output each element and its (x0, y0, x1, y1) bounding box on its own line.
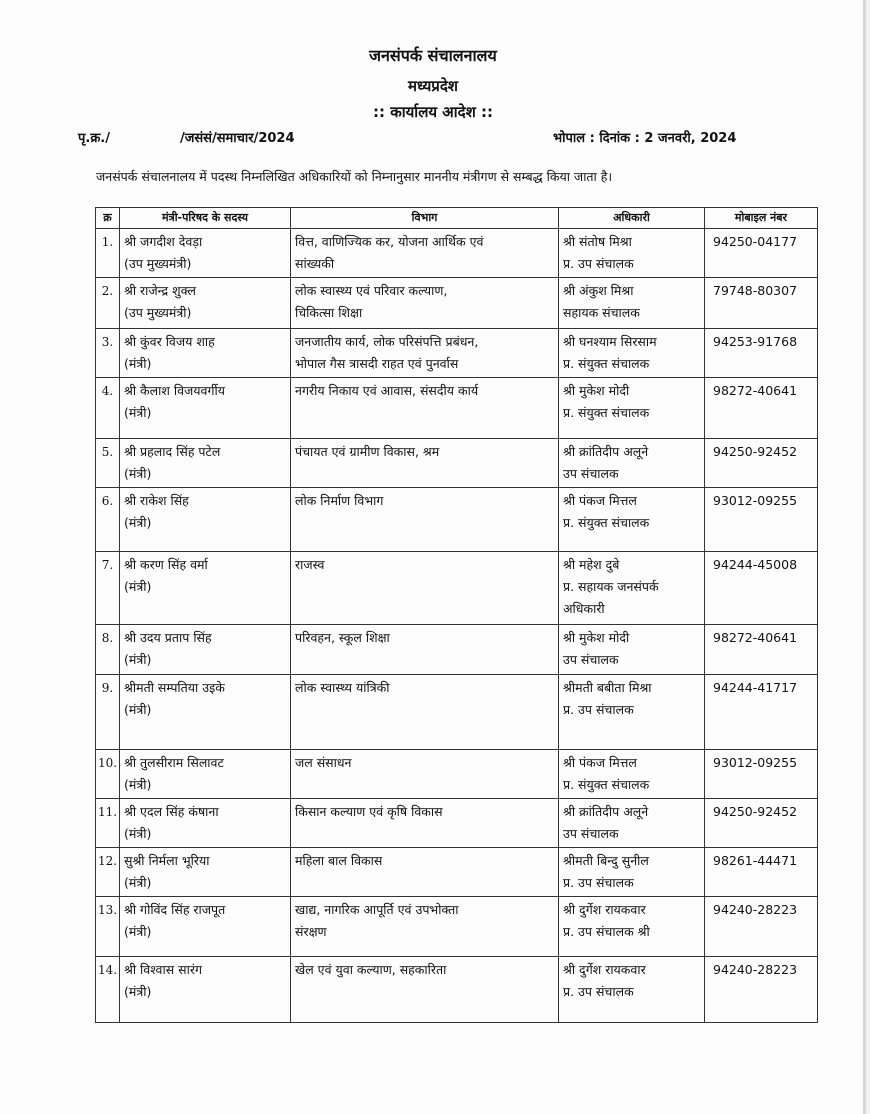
officer-name: श्री पंकज मित्तल (563, 755, 637, 770)
member-cell (120, 488, 291, 552)
department-cell (291, 378, 559, 439)
mobile-cell (705, 229, 818, 278)
department-line: लोक स्वास्थ्य यांत्रिकी (295, 680, 390, 695)
mobile-cell (705, 957, 818, 1023)
table-row (96, 552, 818, 625)
member-cell (120, 329, 291, 378)
serial-number: 1. (101, 235, 114, 249)
member-name: श्री करण सिंह वर्मा (124, 557, 208, 572)
department-cell (291, 750, 559, 799)
officer-cell (559, 278, 705, 329)
department-line: नगरीय निकाय एवं आवास, संसदीय कार्य (295, 383, 479, 398)
member-cell (120, 750, 291, 799)
serial-number: 7. (101, 558, 114, 572)
department-line: खाद्य, नागरिक आपूर्ति एवं उपभोक्ता (295, 902, 459, 917)
header-department: विभाग (291, 208, 559, 229)
officer-cell (559, 229, 705, 278)
member-post: (मंत्री) (124, 777, 152, 792)
mobile-number: 98261-44471 (713, 853, 798, 868)
member-cell (120, 278, 291, 329)
officer-designation: प्र. उप संचालक (563, 256, 634, 271)
officer-name: श्री दुर्गेश रायकवार (563, 962, 646, 977)
table-row (96, 799, 818, 848)
mobile-cell (705, 278, 818, 329)
member-name: श्री कुंवर विजय शाह (124, 334, 215, 349)
officer-name: श्री क्रांतिदीप अलूने (563, 444, 649, 459)
serial-cell (96, 848, 120, 897)
serial-cell (96, 897, 120, 957)
department-line: चिकित्सा शिक्षा (295, 305, 363, 320)
member-post: (उप मुख्यमंत्री) (124, 256, 192, 271)
department-cell (291, 897, 559, 957)
officer-name: श्री अंकुश मिश्रा (563, 283, 634, 298)
department-cell (291, 278, 559, 329)
member-name: श्री विश्वास सारंग (124, 962, 203, 977)
serial-cell (96, 488, 120, 552)
officer-cell (559, 957, 705, 1023)
serial-number: 10. (97, 756, 118, 770)
mobile-number: 94240-28223 (713, 962, 798, 977)
officer-cell (559, 488, 705, 552)
officer-cell (559, 848, 705, 897)
department-cell (291, 799, 559, 848)
member-post: (मंत्री) (124, 826, 152, 841)
table-row (96, 675, 818, 750)
serial-cell (96, 439, 120, 488)
serial-cell (96, 957, 120, 1023)
officer-cell (559, 750, 705, 799)
mobile-cell (705, 378, 818, 439)
officer-designation: प्र. उप संचालक (563, 984, 634, 999)
officer-name: श्री महेश दुबे (563, 557, 620, 572)
department-line: संरक्षण (295, 924, 327, 939)
department-line: खेल एवं युवा कल्याण, सहकारिता (295, 962, 447, 977)
member-name: श्री प्रहलाद सिंह पटेल (124, 444, 221, 459)
member-post: (मंत्री) (124, 875, 152, 890)
mobile-number: 93012-09255 (713, 755, 798, 770)
officer-designation: प्र. सहायक जनसंपर्क (563, 579, 659, 594)
serial-number: 13. (97, 903, 118, 917)
mobile-number: 79748-80307 (713, 283, 798, 298)
officer-name: श्रीमती बबीता मिश्रा (563, 680, 652, 695)
mobile-cell (705, 488, 818, 552)
mobile-cell (705, 897, 818, 957)
member-post: (मंत्री) (124, 984, 152, 999)
officer-designation: अधिकारी (563, 601, 605, 616)
department-cell (291, 488, 559, 552)
table-row (96, 750, 818, 799)
table-row (96, 488, 818, 552)
officer-name: श्रीमती बिन्दु सुनील (563, 853, 649, 868)
serial-number: 9. (101, 681, 114, 695)
place-date: भोपाल : दिनांक : 2 जनवरी, 2024 (553, 131, 737, 146)
member-post: (मंत्री) (124, 924, 152, 939)
officer-designation: प्र. संयुक्त संचालक (563, 515, 650, 530)
member-cell (120, 897, 291, 957)
member-post: (मंत्री) (124, 652, 152, 667)
member-name: श्री राकेश सिंह (124, 493, 189, 508)
officer-name: श्री मुकेश मोदी (563, 630, 630, 645)
serial-number: 3. (101, 335, 114, 349)
table-row (96, 957, 818, 1023)
mobile-number: 93012-09255 (713, 493, 798, 508)
order-title: :: कार्यालय आदेश :: (372, 103, 494, 121)
department-line: परिवहन, स्कूल शिक्षा (295, 630, 390, 645)
state-heading: मध्यप्रदेश (407, 77, 458, 95)
department-cell (291, 552, 559, 625)
serial-cell (96, 799, 120, 848)
mobile-number: 98272-40641 (713, 630, 798, 645)
table-row (96, 625, 818, 675)
officer-designation: उप संचालक (563, 466, 619, 481)
mobile-cell (705, 750, 818, 799)
department-line: जनजातीय कार्य, लोक परिसंपत्ति प्रबंधन, (295, 334, 479, 349)
header-mobile: मोबाइल नंबर (705, 208, 818, 229)
officer-designation: प्र. उप संचालक (563, 875, 634, 890)
department-cell (291, 957, 559, 1023)
table-row (96, 848, 818, 897)
serial-cell (96, 329, 120, 378)
serial-number: 6. (101, 494, 114, 508)
officer-designation: प्र. संयुक्त संचालक (563, 356, 650, 371)
member-cell (120, 439, 291, 488)
mobile-cell (705, 848, 818, 897)
serial-number: 12. (97, 854, 118, 868)
member-post: (मंत्री) (124, 702, 152, 717)
header-serial: क्र (96, 208, 120, 229)
department-cell (291, 229, 559, 278)
serial-cell (96, 229, 120, 278)
department-line: महिला बाल विकास (295, 853, 383, 868)
department-cell (291, 329, 559, 378)
member-cell (120, 552, 291, 625)
officer-name: श्री पंकज मित्तल (563, 493, 637, 508)
member-cell (120, 848, 291, 897)
officer-name: श्री मुकेश मोदी (563, 383, 630, 398)
serial-number: 11. (97, 805, 118, 819)
header-member: मंत्री-परिषद के सदस्य (120, 208, 291, 229)
department-line: राजस्व (295, 557, 325, 572)
member-name: सुश्री निर्मला भूरिया (124, 853, 210, 868)
intro-paragraph: जनसंपर्क संचालनालय में पदस्थ निम्नलिखित अधिकारियों को निम्नानुसार माननीय मंत्रीगण से सम्बद्ध किया जाता है। (96, 169, 613, 184)
serial-cell (96, 675, 120, 750)
mobile-number: 94244-41717 (713, 680, 798, 695)
member-cell (120, 229, 291, 278)
officer-name: श्री संतोष मिश्रा (563, 234, 632, 249)
mobile-number: 94253-91768 (713, 334, 798, 349)
table-header-row (96, 208, 818, 229)
member-cell (120, 378, 291, 439)
serial-cell (96, 378, 120, 439)
officer-cell (559, 675, 705, 750)
member-post: (मंत्री) (124, 466, 152, 481)
member-post: (मंत्री) (124, 356, 152, 371)
officer-designation: प्र. संयुक्त संचालक (563, 405, 650, 420)
mobile-number: 94250-92452 (713, 804, 798, 819)
department-cell (291, 848, 559, 897)
office-heading: जनसंपर्क संचालनालय (369, 46, 497, 65)
officer-designation: सहायक संचालक (563, 305, 640, 320)
member-cell (120, 625, 291, 675)
member-name: श्री एदल सिंह कंषाना (124, 804, 219, 819)
department-line: वित्त, वाणिज्यिक कर, योजना आर्थिक एवं (295, 234, 484, 249)
officer-designation: उप संचालक (563, 652, 619, 667)
department-line: लोक स्वास्थ्य एवं परिवार कल्याण, (295, 283, 448, 298)
assignment-table (95, 207, 818, 1023)
officer-cell (559, 552, 705, 625)
officer-cell (559, 439, 705, 488)
serial-cell (96, 625, 120, 675)
department-cell (291, 675, 559, 750)
member-name: श्री गोविंद सिंह राजपूत (124, 902, 226, 917)
member-name: श्री उदय प्रताप सिंह (124, 630, 212, 645)
mobile-cell (705, 799, 818, 848)
member-cell (120, 799, 291, 848)
mobile-number: 94240-28223 (713, 902, 798, 917)
officer-name: श्री घनश्याम सिरसाम (563, 334, 657, 349)
serial-number: 2. (101, 284, 114, 298)
reference-number-suffix: /जसंसं/समाचार/2024 (180, 131, 295, 146)
officer-name: श्री दुर्गेश रायकवार (563, 902, 646, 917)
serial-cell (96, 552, 120, 625)
table-row (96, 897, 818, 957)
officer-designation: प्र. उप संचालक (563, 702, 634, 717)
serial-cell (96, 750, 120, 799)
officer-cell (559, 329, 705, 378)
table-row (96, 229, 818, 278)
department-line: भोपाल गैस त्रासदी राहत एवं पुनर्वास (295, 356, 459, 371)
mobile-number: 94250-92452 (713, 444, 798, 459)
officer-name: श्री क्रांतिदीप अलूने (563, 804, 649, 819)
officer-cell (559, 799, 705, 848)
member-name: श्री कैलाश विजयवर्गीय (124, 383, 226, 398)
mobile-number: 94244-45008 (713, 557, 798, 572)
table-row (96, 439, 818, 488)
mobile-cell (705, 329, 818, 378)
serial-number: 14. (97, 963, 118, 977)
officer-cell (559, 378, 705, 439)
member-name: श्री जगदीश देवड़ा (124, 234, 203, 249)
member-name: श्री तुलसीराम सिलावट (124, 755, 224, 770)
serial-number: 4. (101, 384, 114, 398)
table-row (96, 329, 818, 378)
mobile-number: 94250-04177 (713, 234, 798, 249)
department-line: सांख्यकी (295, 256, 335, 271)
serial-number: 5. (101, 445, 114, 459)
department-line: किसान कल्याण एवं कृषि विकास (295, 804, 443, 819)
department-line: जल संसाधन (295, 755, 352, 770)
mobile-cell (705, 552, 818, 625)
member-post: (उप मुख्यमंत्री) (124, 305, 192, 320)
officer-designation: प्र. संयुक्त संचालक (563, 777, 650, 792)
mobile-cell (705, 439, 818, 488)
department-cell (291, 625, 559, 675)
member-post: (मंत्री) (124, 405, 152, 420)
member-name: श्रीमती सम्पतिया उइके (124, 680, 225, 695)
officer-cell (559, 897, 705, 957)
table-row (96, 278, 818, 329)
member-post: (मंत्री) (124, 579, 152, 594)
officer-designation: उप संचालक (563, 826, 619, 841)
header-officer: अधिकारी (559, 208, 705, 229)
officer-cell (559, 625, 705, 675)
mobile-number: 98272-40641 (713, 383, 798, 398)
mobile-cell (705, 675, 818, 750)
member-cell (120, 957, 291, 1023)
mobile-cell (705, 625, 818, 675)
member-name: श्री राजेन्द्र शुक्ल (124, 283, 196, 298)
department-cell (291, 439, 559, 488)
table-row (96, 378, 818, 439)
department-line: पंचायत एवं ग्रामीण विकास, श्रम (295, 444, 440, 459)
serial-cell (96, 278, 120, 329)
department-line: लोक निर्माण विभाग (295, 493, 384, 508)
member-cell (120, 675, 291, 750)
officer-designation: प्र. उप संचालक श्री (563, 924, 650, 939)
serial-number: 8. (101, 631, 114, 645)
member-post: (मंत्री) (124, 515, 152, 530)
reference-number-prefix: पृ.क्र./ (78, 131, 110, 146)
